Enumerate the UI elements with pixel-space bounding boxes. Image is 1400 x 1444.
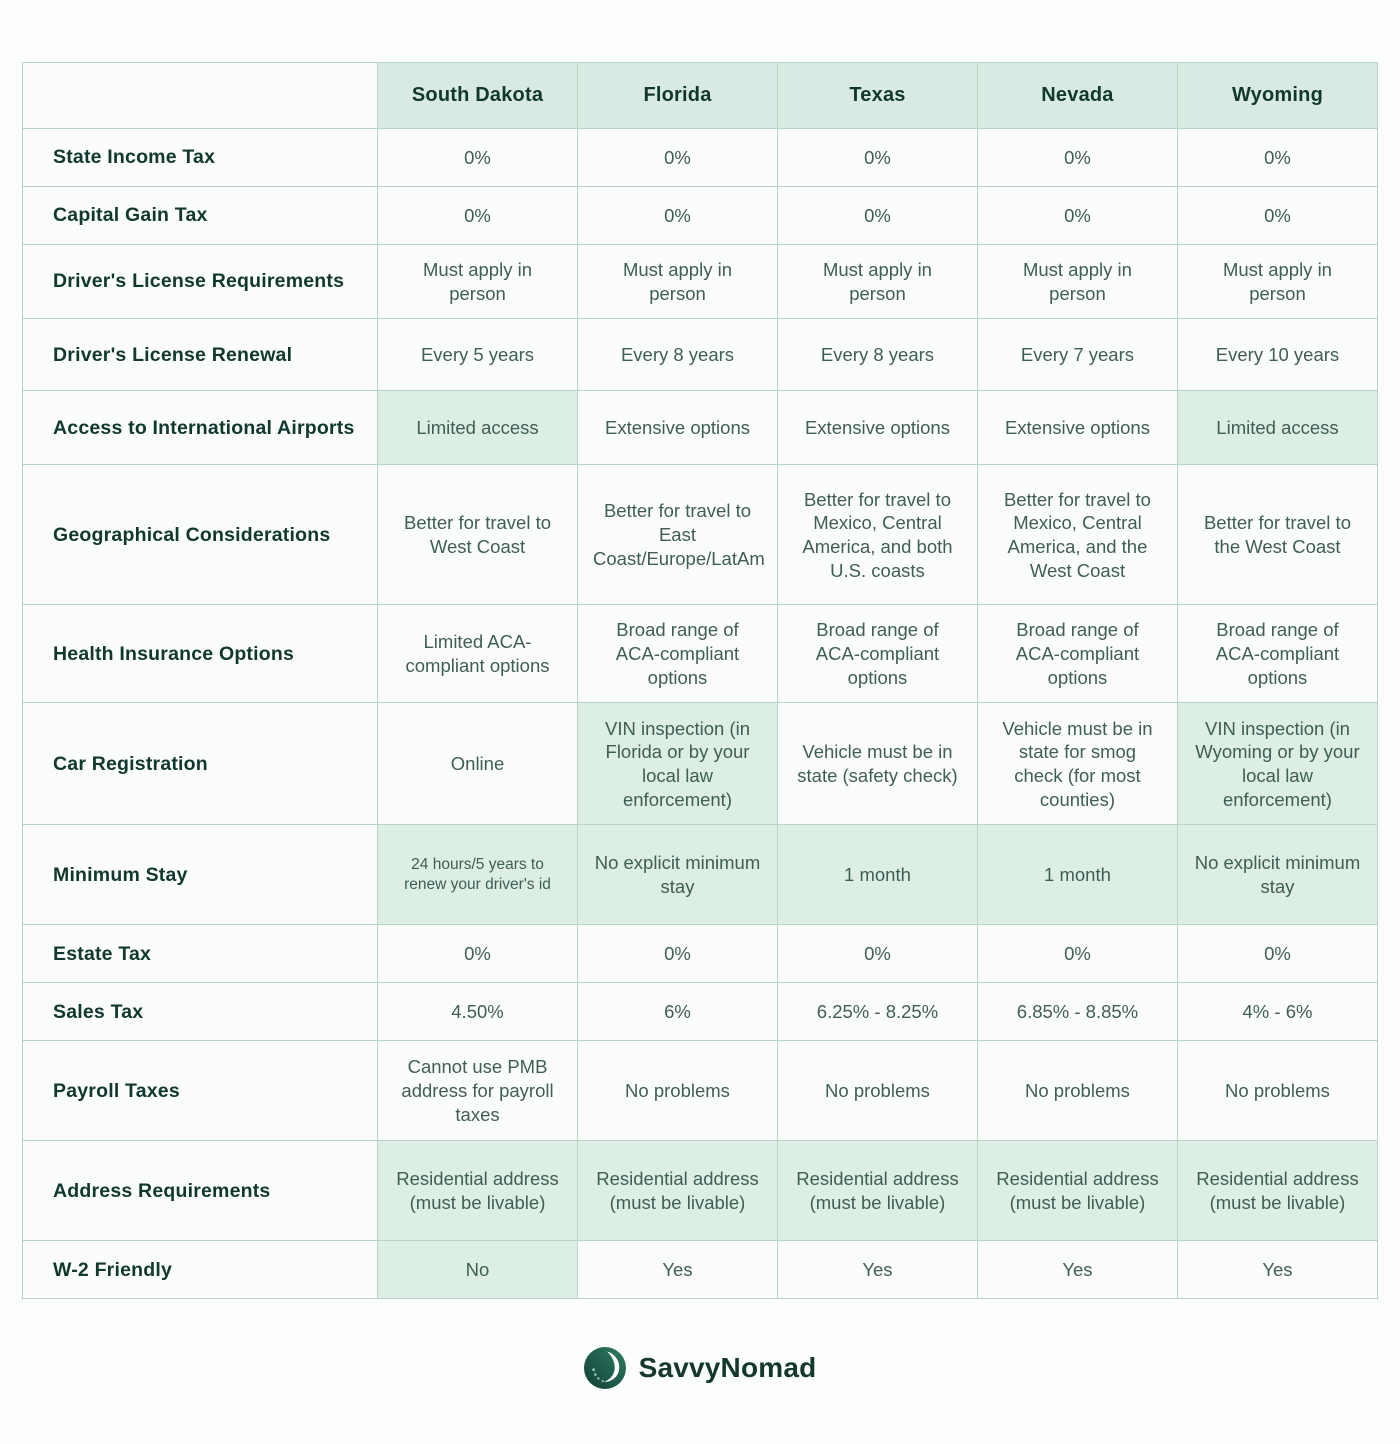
table-cell: Residential address (must be livable) <box>578 1141 778 1241</box>
table-cell: 0% <box>977 187 1177 245</box>
column-header-texas: Texas <box>777 63 977 129</box>
table-cell: Residential address (must be livable) <box>1177 1141 1377 1241</box>
table-row <box>23 605 1378 703</box>
table-row <box>23 925 1378 983</box>
table-cell: 0% <box>378 187 578 245</box>
row-label: Access to International Airports <box>23 391 378 465</box>
table-row <box>23 703 1378 825</box>
table-cell: Yes <box>777 1241 977 1299</box>
row-label: Driver's License Requirements <box>23 245 378 319</box>
table-cell: No explicit minimum stay <box>578 825 778 925</box>
table-cell: Every 8 years <box>777 319 977 391</box>
table-cell: 0% <box>777 925 977 983</box>
table-cell: Every 8 years <box>578 319 778 391</box>
table-cell: Broad range of ACA-compliant options <box>1177 605 1377 703</box>
table-cell: Better for travel to Mexico, Central America, and the West Coast <box>977 465 1177 605</box>
table-cell: Extensive options <box>578 391 778 465</box>
table-cell: VIN inspection (in Florida or by your local law enforcement) <box>578 703 778 825</box>
row-label: Geographical Considerations <box>23 465 378 605</box>
table-cell: Yes <box>977 1241 1177 1299</box>
table-cell: Extensive options <box>777 391 977 465</box>
table-cell: Online <box>378 703 578 825</box>
table-cell: 0% <box>777 187 977 245</box>
table-cell: Vehicle must be in state for smog check (for most counties) <box>977 703 1177 825</box>
table-row <box>23 983 1378 1041</box>
row-label: Driver's License Renewal <box>23 319 378 391</box>
table-cell: Yes <box>1177 1241 1377 1299</box>
table-row <box>23 1041 1378 1141</box>
table-cell: Better for travel to East Coast/Europe/LatAm <box>578 465 778 605</box>
table-cell: Better for travel to the West Coast <box>1177 465 1377 605</box>
table-cell: Better for travel to West Coast <box>378 465 578 605</box>
table-cell: 0% <box>1177 187 1377 245</box>
table-cell: Limited access <box>378 391 578 465</box>
table-cell: Cannot use PMB address for payroll taxes <box>378 1041 578 1141</box>
column-header-nevada: Nevada <box>977 63 1177 129</box>
table-cell: Extensive options <box>977 391 1177 465</box>
table-cell: Must apply in person <box>977 245 1177 319</box>
table-cell: VIN inspection (in Wyoming or by your local law enforcement) <box>1177 703 1377 825</box>
state-comparison-table <box>22 62 1378 1299</box>
table-cell: Every 10 years <box>1177 319 1377 391</box>
table-cell: 1 month <box>777 825 977 925</box>
table-row <box>23 391 1378 465</box>
table-cell: Residential address (must be livable) <box>977 1141 1177 1241</box>
table-cell: 6.85% - 8.85% <box>977 983 1177 1041</box>
table-cell: 0% <box>578 187 778 245</box>
table-cell: 6% <box>578 983 778 1041</box>
table-cell: Limited access <box>1177 391 1377 465</box>
table-row <box>23 825 1378 925</box>
table-cell: No problems <box>977 1041 1177 1141</box>
brand-name: SavvyNomad <box>638 1352 817 1384</box>
table-cell: 0% <box>1177 129 1377 187</box>
table-cell: Every 7 years <box>977 319 1177 391</box>
table-cell: 0% <box>1177 925 1377 983</box>
table-cell: No <box>378 1241 578 1299</box>
table-row <box>23 465 1378 605</box>
table-cell: Must apply in person <box>378 245 578 319</box>
table-row <box>23 1241 1378 1299</box>
table-cell: Vehicle must be in state (safety check) <box>777 703 977 825</box>
row-label: Health Insurance Options <box>23 605 378 703</box>
table-cell: 0% <box>578 129 778 187</box>
table-cell: Must apply in person <box>578 245 778 319</box>
table-cell: 0% <box>977 129 1177 187</box>
table-row <box>23 245 1378 319</box>
row-label: Capital Gain Tax <box>23 187 378 245</box>
table-cell: 4.50% <box>378 983 578 1041</box>
row-label: W-2 Friendly <box>23 1241 378 1299</box>
corner-cell <box>23 63 378 129</box>
table-cell: Must apply in person <box>777 245 977 319</box>
table-cell: 1 month <box>977 825 1177 925</box>
header-row <box>23 63 1378 129</box>
column-header-florida: Florida <box>578 63 778 129</box>
column-header-wyoming: Wyoming <box>1177 63 1377 129</box>
table-cell: Yes <box>578 1241 778 1299</box>
table-row <box>23 187 1378 245</box>
table-cell: Broad range of ACA-compliant options <box>578 605 778 703</box>
table-cell: No problems <box>578 1041 778 1141</box>
table-cell: No explicit minimum stay <box>1177 825 1377 925</box>
row-label: Estate Tax <box>23 925 378 983</box>
table-cell: 24 hours/5 years to renew your driver's id <box>378 825 578 925</box>
table-cell: Broad range of ACA-compliant options <box>977 605 1177 703</box>
savvynomad-logo-icon <box>584 1347 626 1389</box>
table-cell: 6.25% - 8.25% <box>777 983 977 1041</box>
table-cell: 0% <box>378 129 578 187</box>
row-label: Address Requirements <box>23 1141 378 1241</box>
row-label: Car Registration <box>23 703 378 825</box>
table-cell: 0% <box>977 925 1177 983</box>
footer <box>22 1347 1378 1389</box>
table-cell: 0% <box>378 925 578 983</box>
table-cell: No problems <box>1177 1041 1377 1141</box>
table-cell: Must apply in person <box>1177 245 1377 319</box>
table-row <box>23 129 1378 187</box>
table-cell: Residential address (must be livable) <box>777 1141 977 1241</box>
table-cell: Better for travel to Mexico, Central America, and both U.S. coasts <box>777 465 977 605</box>
table-cell: 0% <box>578 925 778 983</box>
table-row <box>23 1141 1378 1241</box>
table-row <box>23 319 1378 391</box>
row-label: Minimum Stay <box>23 825 378 925</box>
table-cell: Limited ACA-compliant options <box>378 605 578 703</box>
row-label: State Income Tax <box>23 129 378 187</box>
table-cell: Broad range of ACA-compliant options <box>777 605 977 703</box>
table-cell: Every 5 years <box>378 319 578 391</box>
table-cell: Residential address (must be livable) <box>378 1141 578 1241</box>
column-header-south-dakota: South Dakota <box>378 63 578 129</box>
table-cell: 0% <box>777 129 977 187</box>
table-cell: 4% - 6% <box>1177 983 1377 1041</box>
row-label: Payroll Taxes <box>23 1041 378 1141</box>
table-cell: No problems <box>777 1041 977 1141</box>
row-label: Sales Tax <box>23 983 378 1041</box>
